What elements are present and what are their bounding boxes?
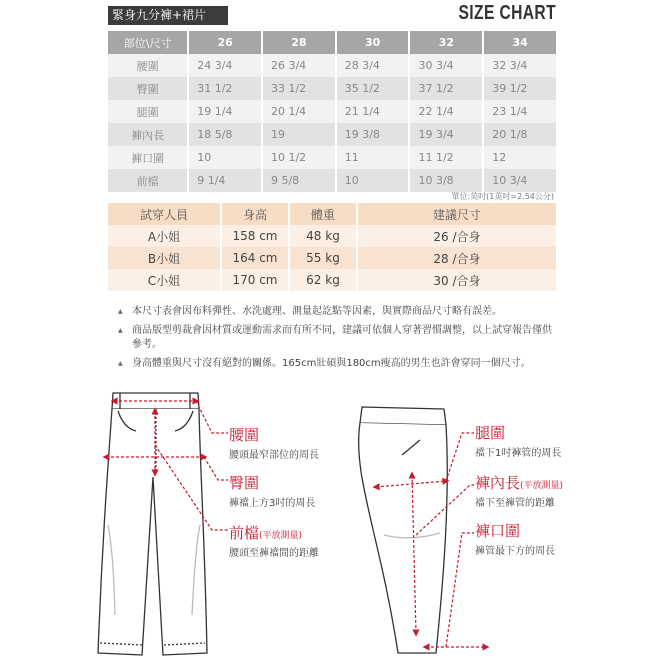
fit-row xyxy=(108,247,556,269)
size-row xyxy=(108,100,556,123)
fit-cell-size: 30 /合身 xyxy=(358,269,556,291)
size-row-label: 腰圍 xyxy=(108,54,187,77)
waist-title: 腰圍 xyxy=(229,426,260,444)
size-cell: 19 1/4 xyxy=(189,100,261,123)
size-cell: 19 3/8 xyxy=(337,123,409,146)
fit-cell-height: 170 cm xyxy=(222,269,288,291)
size-row xyxy=(108,146,556,169)
waist-annotation xyxy=(229,424,319,461)
fit-cell-size: 28 /合身 xyxy=(358,247,556,269)
fit-cell-weight: 55 kg xyxy=(290,247,356,269)
hem-annotation xyxy=(475,520,555,557)
inseam-sub: (平放測量) xyxy=(520,481,564,491)
size-row-label: 腿圍 xyxy=(108,100,187,123)
front-rise-title: 前檔 xyxy=(229,524,260,542)
fit-col-header: 體重 xyxy=(290,203,356,225)
fit-cell-size: 26 /合身 xyxy=(358,225,556,247)
unit-note: 單位:英吋(1英吋=2.54公分) xyxy=(451,192,554,201)
fit-row xyxy=(108,269,556,291)
waist-desc: 腰頭最窄部位的周長 xyxy=(229,450,319,461)
size-cell: 10 xyxy=(189,146,261,169)
pants-diagram xyxy=(0,385,664,664)
size-cell: 22 1/4 xyxy=(410,100,482,123)
hem-desc: 褲管最下方的周長 xyxy=(475,546,555,557)
note-item: ▲ 身高體重與尺寸沒有絕對的關係。165cm壯碩與180cm瘦高的男生也許會穿同一個尺寸。 xyxy=(118,357,558,371)
size-cell: 37 1/2 xyxy=(410,77,482,100)
hip-desc: 褲襠上方3吋的周長 xyxy=(229,498,316,509)
fit-cell-weight: 62 kg xyxy=(290,269,356,291)
size-cell: 32 3/4 xyxy=(484,54,556,77)
size-cell: 30 3/4 xyxy=(410,54,482,77)
hip-title: 臀圍 xyxy=(229,474,260,492)
product-title: 緊身九分褲+裙片 xyxy=(108,6,228,25)
size-cell: 11 1/2 xyxy=(410,146,482,169)
inseam-annotation xyxy=(475,472,563,509)
size-cell: 10 xyxy=(337,169,409,192)
front-pants-illustration xyxy=(98,393,207,655)
size-row xyxy=(108,77,556,100)
fit-cell-height: 158 cm xyxy=(222,225,288,247)
size-cell: 9 5/8 xyxy=(263,169,335,192)
size-cell: 10 1/2 xyxy=(263,146,335,169)
front-rise-desc: 腰頭至褲襠間的距離 xyxy=(229,548,319,559)
fit-cell-name: B小姐 xyxy=(108,247,220,269)
size-corner-cell: 部位\尺寸 xyxy=(108,31,187,54)
size-cell: 24 3/4 xyxy=(189,54,261,77)
size-row xyxy=(108,54,556,77)
size-row-label: 前檔 xyxy=(108,169,187,192)
size-col-header: 30 xyxy=(337,31,409,54)
inseam-desc: 襠下至褲管的距離 xyxy=(475,498,555,509)
size-cell: 21 1/4 xyxy=(337,100,409,123)
size-header-row xyxy=(108,31,556,54)
size-cell: 10 3/4 xyxy=(484,169,556,192)
size-cell: 31 1/2 xyxy=(189,77,261,100)
front-rise-annotation xyxy=(229,522,319,559)
size-cell: 12 xyxy=(484,146,556,169)
size-cell: 11 xyxy=(337,146,409,169)
size-cell: 10 3/8 xyxy=(410,169,482,192)
size-cell: 9 1/4 xyxy=(189,169,261,192)
hip-annotation xyxy=(229,472,315,509)
size-table xyxy=(106,31,558,192)
note-item: ▲ 商品版型剪裁會因材質或運動需求而有所不同，建議可依個人穿著習慣調整，以上試穿報告僅供參考。 xyxy=(118,324,558,352)
fit-cell-name: C小姐 xyxy=(108,269,220,291)
thigh-desc: 襠下1吋褲管的周長 xyxy=(475,448,562,459)
fit-cell-weight: 48 kg xyxy=(290,225,356,247)
size-cell: 23 1/4 xyxy=(484,100,556,123)
size-row-label: 褲口圍 xyxy=(108,146,187,169)
size-cell: 18 5/8 xyxy=(189,123,261,146)
size-col-header: 34 xyxy=(484,31,556,54)
back-pants-illustration xyxy=(359,407,448,653)
size-cell: 19 xyxy=(263,123,335,146)
fit-cell-height: 164 cm xyxy=(222,247,288,269)
size-row xyxy=(108,169,556,192)
hem-title: 褲口圍 xyxy=(475,522,521,540)
fit-col-header: 試穿人員 xyxy=(108,203,220,225)
size-col-header: 32 xyxy=(410,31,482,54)
size-cell: 35 1/2 xyxy=(337,77,409,100)
size-cell: 20 1/4 xyxy=(263,100,335,123)
size-row-label: 臀圍 xyxy=(108,77,187,100)
front-rise-sub: (平放測量) xyxy=(259,531,303,541)
size-cell: 39 1/2 xyxy=(484,77,556,100)
fit-row xyxy=(108,225,556,247)
size-cell: 19 3/4 xyxy=(410,123,482,146)
size-row-label: 褲內長 xyxy=(108,123,187,146)
note-item: ▲ 本尺寸表會因布料彈性、水洗處理、測量起訖點等因素，與實際商品尺寸略有誤差。 xyxy=(118,305,558,319)
fit-col-header: 身高 xyxy=(222,203,288,225)
size-cell: 33 1/2 xyxy=(263,77,335,100)
size-col-header: 26 xyxy=(189,31,261,54)
thigh-title: 腿圍 xyxy=(475,424,506,442)
fit-cell-name: A小姐 xyxy=(108,225,220,247)
size-chart-title: SIZE CHART xyxy=(458,2,556,24)
inseam-title: 褲內長 xyxy=(475,474,521,492)
size-cell: 20 1/8 xyxy=(484,123,556,146)
size-cell: 28 3/4 xyxy=(337,54,409,77)
fit-col-header: 建議尺寸 xyxy=(358,203,556,225)
fit-header-row xyxy=(108,203,556,225)
size-cell: 26 3/4 xyxy=(263,54,335,77)
size-row xyxy=(108,123,556,146)
fit-table xyxy=(106,203,558,291)
size-col-header: 28 xyxy=(263,31,335,54)
notes-list xyxy=(118,305,558,376)
thigh-annotation xyxy=(475,422,561,459)
